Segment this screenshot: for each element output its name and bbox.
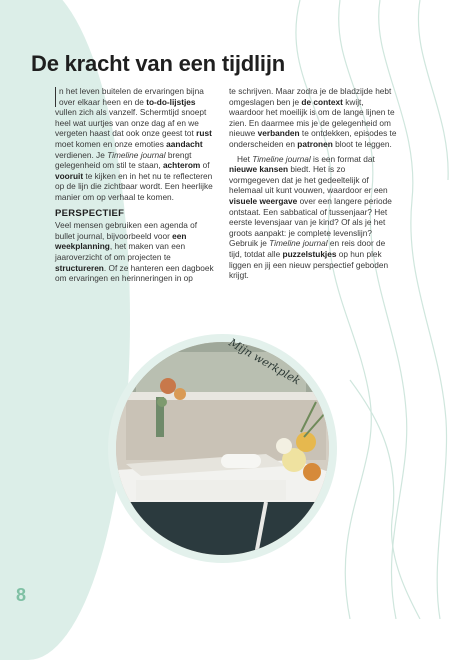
text-run: Timeline journal bbox=[252, 153, 311, 164]
text-run: biedt. Het is zo vormgegeven dat je het gedeeltelijk of helemaal uit kunt vouwen, waardoor er een bbox=[229, 164, 388, 196]
page-title: De kracht van een tijdlijn bbox=[31, 51, 285, 76]
column-right bbox=[229, 86, 397, 285]
text-run: to-do-lijstjes bbox=[146, 96, 196, 107]
text-run: Timeline journal bbox=[107, 149, 166, 160]
text-run: nieuwe kansen bbox=[229, 164, 289, 175]
perspectief-paragraph bbox=[55, 220, 215, 284]
text-run: of bbox=[200, 160, 210, 171]
text-run: bloot te leggen. bbox=[332, 138, 392, 149]
text-run: vullen zich als vanzelf. Schermtijd snoept heel wat uurtjes van onze dag af en we vergeten haast dat ook onze geest tot bbox=[55, 107, 207, 139]
text-run: achterom bbox=[162, 160, 201, 171]
section-heading: PERSPECTIEF bbox=[55, 207, 125, 219]
context-paragraph bbox=[229, 86, 397, 150]
column-left bbox=[55, 86, 215, 288]
text-run: puzzelstukjes bbox=[282, 248, 337, 259]
text-run: structureren bbox=[55, 262, 104, 273]
drop-cap-bar bbox=[55, 87, 56, 107]
text-run: brengt gelegenheid om stil te staan, bbox=[55, 149, 192, 171]
text-run: te kijken en in het nu te reflecteren op de lijn die zichtbaar wordt. Een heerlijke manier om op verhaal te komen. bbox=[55, 170, 213, 202]
text-run: aandacht bbox=[166, 138, 203, 149]
text-run: kwijt, waardoor het moeilijk is om de lange lijnen te zien. En daarmee mis je de gelegenheid om nieuwe bbox=[229, 96, 395, 139]
text-run: verbanden bbox=[257, 128, 300, 139]
text-run: . Of ze hanteren een dagboek om ervaringen en herinneringen in op bbox=[55, 262, 214, 284]
text-run: de context bbox=[301, 96, 343, 107]
text-run: vooruit bbox=[55, 170, 84, 181]
photo-caption-badge: Mijn werkplek bbox=[226, 336, 303, 388]
format-paragraph bbox=[229, 154, 397, 281]
text-run: moet komen en onze emoties bbox=[55, 138, 167, 149]
text-run: Het bbox=[237, 153, 253, 164]
text-run: visuele weergave bbox=[229, 195, 298, 206]
intro-paragraph bbox=[55, 86, 215, 203]
text-run: en reis door de tijd, totdat alle bbox=[229, 238, 386, 259]
text-run: rust bbox=[196, 128, 212, 139]
text-run: n het leven buitelen de ervaringen bijna over elkaar heen en de bbox=[59, 86, 204, 107]
text-run: op hun plek liggen en jij een nieuw perspectief geboden krijgt. bbox=[229, 248, 389, 281]
text-run: , het maken van een jaaroverzicht of om projecten te bbox=[55, 241, 186, 262]
text-run: Timeline journal bbox=[269, 238, 328, 249]
text-run: Veel mensen gebruiken een agenda of bullet journal, bijvoorbeeld voor bbox=[55, 220, 198, 241]
text-run: verdienen. Je bbox=[55, 149, 108, 160]
text-run: patronen bbox=[297, 138, 333, 149]
text-run: te ontdekken, episodes te onderscheiden en bbox=[229, 128, 397, 149]
text-run: over een langere periode ontstaat. Een sabbatical of tussenjaar? Het eerste levensjaar van je kind? Of als je het groots aanpakt: je complete levenslijn? Gebruik je bbox=[229, 195, 392, 249]
text-run: een weekplanning bbox=[55, 230, 187, 252]
page-number: 8 bbox=[16, 585, 27, 605]
text-run: is een format dat bbox=[310, 153, 375, 164]
text-run: te schrijven. Maar zodra je de bladzijde hebt omgeslagen ben je bbox=[229, 86, 392, 107]
